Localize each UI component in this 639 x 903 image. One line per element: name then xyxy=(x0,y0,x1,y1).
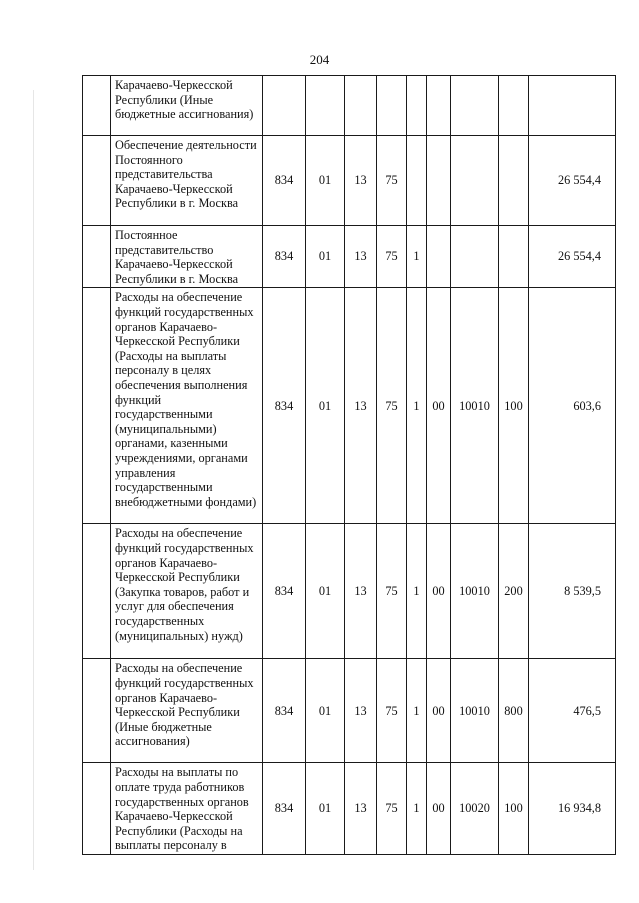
page-edge-shadow xyxy=(33,90,34,870)
table-row xyxy=(83,659,616,763)
ministry-code-cell: 834 xyxy=(263,524,306,659)
expense-name-cell: Расходы на обеспечение функций государственных органов Карачаево-Черкесской Республики (Иные бюджетные ассигнования) xyxy=(111,659,263,763)
ministry-code-cell: 834 xyxy=(263,288,306,524)
program-code-cell: 75 xyxy=(377,136,407,226)
table-row xyxy=(83,524,616,659)
section-code-cell: 01 xyxy=(306,136,345,226)
direction-code-cell: 10010 xyxy=(451,659,499,763)
amount-cell: 8 539,5 xyxy=(529,524,616,659)
subsection-code-cell: 13 xyxy=(345,136,377,226)
direction-code-cell: 10020 xyxy=(451,763,499,855)
index-cell xyxy=(83,136,111,226)
program-code-cell: 75 xyxy=(377,659,407,763)
expense-type-code-cell xyxy=(499,226,529,288)
program-code-cell: 75 xyxy=(377,763,407,855)
expense-type-code-cell xyxy=(499,76,529,136)
index-cell xyxy=(83,763,111,855)
subprogram-code-cell xyxy=(407,76,427,136)
expense-name-cell: Расходы на выплаты по оплате труда работников государственных органов Карачаево-Черкесской Республики (Расходы на выплаты персоналу в xyxy=(111,763,263,855)
ministry-code-cell: 834 xyxy=(263,763,306,855)
section-code-cell xyxy=(306,76,345,136)
expense-name-cell: Обеспечение деятельности Постоянного представительства Карачаево-Черкесской Республики в г. Москва xyxy=(111,136,263,226)
amount-cell: 16 934,8 xyxy=(529,763,616,855)
ministry-code-cell: 834 xyxy=(263,226,306,288)
subsection-code-cell: 13 xyxy=(345,288,377,524)
table-row xyxy=(83,288,616,524)
table-row xyxy=(83,226,616,288)
expense-type-code-cell: 200 xyxy=(499,524,529,659)
amount-cell: 26 554,4 xyxy=(529,136,616,226)
subsection-code-cell: 13 xyxy=(345,524,377,659)
expense-name-cell: Постоянное представительство Карачаево-Черкесской Республики в г. Москва xyxy=(111,226,263,288)
table-row xyxy=(83,136,616,226)
section-code-cell: 01 xyxy=(306,288,345,524)
ministry-code-cell: 834 xyxy=(263,136,306,226)
index-cell xyxy=(83,659,111,763)
direction-code-cell: 10010 xyxy=(451,524,499,659)
index-cell xyxy=(83,524,111,659)
subprogram-code-cell: 1 xyxy=(407,659,427,763)
amount-cell: 603,6 xyxy=(529,288,616,524)
direction-code-cell xyxy=(451,76,499,136)
index-cell xyxy=(83,288,111,524)
subprogram-code-cell: 1 xyxy=(407,763,427,855)
ministry-code-cell xyxy=(263,76,306,136)
program-code-cell: 75 xyxy=(377,288,407,524)
main-event-code-cell: 00 xyxy=(427,524,451,659)
direction-code-cell xyxy=(451,136,499,226)
index-cell xyxy=(83,76,111,136)
direction-code-cell: 10010 xyxy=(451,288,499,524)
main-event-code-cell xyxy=(427,76,451,136)
subsection-code-cell: 13 xyxy=(345,226,377,288)
subprogram-code-cell: 1 xyxy=(407,226,427,288)
amount-cell: 476,5 xyxy=(529,659,616,763)
subprogram-code-cell xyxy=(407,136,427,226)
program-code-cell xyxy=(377,76,407,136)
index-cell xyxy=(83,226,111,288)
program-code-cell: 75 xyxy=(377,226,407,288)
section-code-cell: 01 xyxy=(306,763,345,855)
section-code-cell: 01 xyxy=(306,659,345,763)
main-event-code-cell: 00 xyxy=(427,763,451,855)
amount-cell: 26 554,4 xyxy=(529,226,616,288)
budget-table xyxy=(82,75,616,855)
expense-type-code-cell xyxy=(499,136,529,226)
main-event-code-cell: 00 xyxy=(427,659,451,763)
section-code-cell: 01 xyxy=(306,226,345,288)
subprogram-code-cell: 1 xyxy=(407,288,427,524)
expense-name-cell: Расходы на обеспечение функций государственных органов Карачаево-Черкесской Республики (Расходы на выплаты персоналу в целях обеспечения выполнения функций государственными (муниципальными) органами, казенными учреждениями, органами управления государственными внебюджетными фондами) xyxy=(111,288,263,524)
ministry-code-cell: 834 xyxy=(263,659,306,763)
expense-name-cell: Расходы на обеспечение функций государственных органов Карачаево-Черкесской Республики (Закупка товаров, работ и услуг для обеспечения государственных (муниципальных) нужд) xyxy=(111,524,263,659)
subsection-code-cell: 13 xyxy=(345,659,377,763)
main-event-code-cell xyxy=(427,136,451,226)
direction-code-cell xyxy=(451,226,499,288)
subprogram-code-cell: 1 xyxy=(407,524,427,659)
subsection-code-cell xyxy=(345,76,377,136)
expense-type-code-cell: 100 xyxy=(499,288,529,524)
page-number: 204 xyxy=(309,52,330,67)
program-code-cell: 75 xyxy=(377,524,407,659)
main-event-code-cell xyxy=(427,226,451,288)
table-row xyxy=(83,763,616,855)
table-body xyxy=(83,76,616,855)
section-code-cell: 01 xyxy=(306,524,345,659)
expense-type-code-cell: 100 xyxy=(499,763,529,855)
table-row xyxy=(83,76,616,136)
expense-name-cell: Карачаево-Черкесской Республики (Иные бюджетные ассигнования) xyxy=(111,76,263,136)
amount-cell xyxy=(529,76,616,136)
subsection-code-cell: 13 xyxy=(345,763,377,855)
main-event-code-cell: 00 xyxy=(427,288,451,524)
expense-type-code-cell: 800 xyxy=(499,659,529,763)
